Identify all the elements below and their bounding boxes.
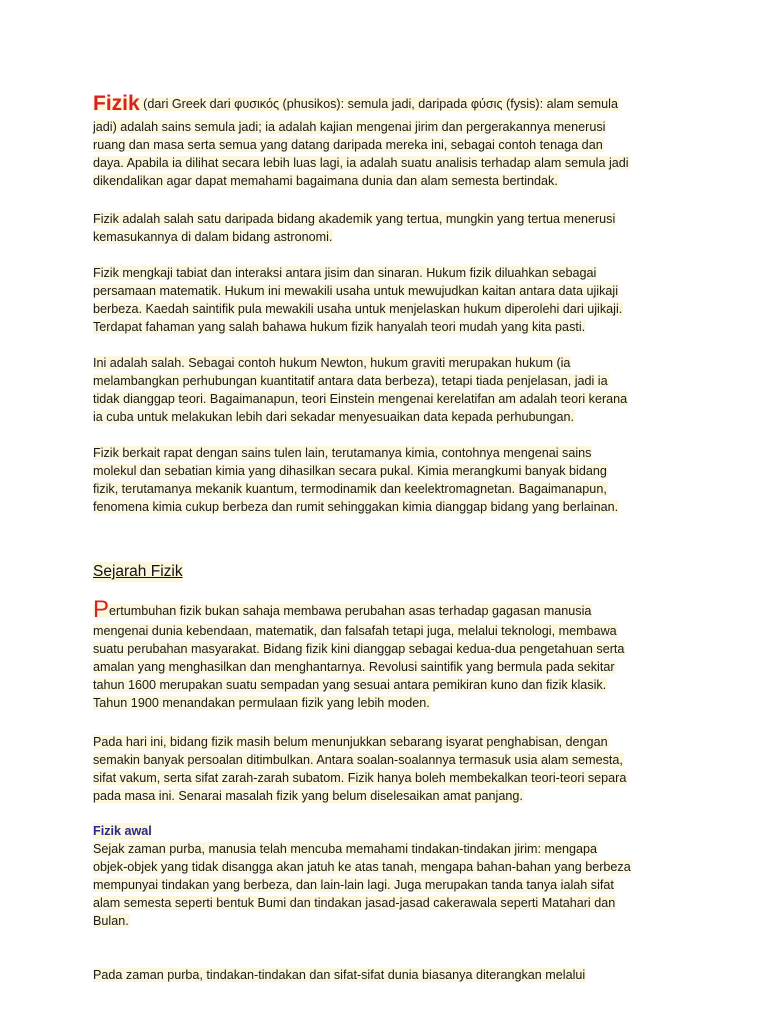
paragraph-line: persamaan matematik. Hukum ini mewakili usaha untuk mewujudkan kaitan antara data ujikaji [93, 284, 619, 298]
section-paragraph-2 [93, 733, 693, 805]
intro-line: ruang dan masa serta semua yang datang daripada mereka ini, sebagai contoh tenaga dan [93, 138, 603, 152]
paragraph-line: fizik, terutamanya mekanik kuantum, termodinamik dan keelektromagnetan. Bagaimanapun, [93, 482, 607, 496]
paragraph-line: semakin banyak persoalan ditimbulkan. Antara soalan-soalannya termasuk usia alam semesta, [93, 753, 623, 767]
paragraph-line: suatu perubahan masyarakat. Bidang fizik kini dianggap sebagai kedua-dua pengetahuan serta [93, 642, 625, 656]
paragraph-line: objek-objek yang tidak disangga akan jatuh ke atas tanah, mengapa bahan-bahan yang berbeza [93, 860, 631, 874]
page-title: Fizik [93, 92, 140, 115]
intro-line: dikendalikan agar dapat memahami bagaimana dunia dan alam semesta bertindak. [93, 174, 558, 188]
paragraph-line: Terdapat fahaman yang salah bahawa hukum fizik hanyalah teori mudah yang kita pasti. [93, 320, 586, 334]
subsection-paragraph [93, 840, 693, 930]
paragraph-2 [93, 210, 693, 246]
drop-cap: P [93, 596, 110, 623]
paragraph-line: Pada zaman purba, tindakan-tindakan dan sifat-sifat dunia biasanya diterangkan melalui [93, 968, 586, 982]
paragraph-line: mengenai dunia kebendaan, matematik, dan falsafah tetapi juga, melalui teknologi, membawa [93, 624, 617, 638]
paragraph-line: Fizik mengkaji tabiat dan interaksi antara jisim dan sinaran. Hukum fizik diluahkan sebagai [93, 266, 597, 280]
paragraph-line: Sejak zaman purba, manusia telah mencuba memahami tindakan-tindakan jirim: mengapa [93, 842, 598, 856]
paragraph-line: Fizik adalah salah satu daripada bidang akademik yang tertua, mungkin yang tertua menerusi [93, 212, 616, 226]
paragraph-line: Fizik berkait rapat dengan sains tulen lain, terutamanya kimia, contohnya mengenai sains [93, 446, 592, 460]
paragraph-line: Tahun 1900 menandakan permulaan fizik yang lebih moden. [93, 696, 430, 710]
section-first-line: ertumbuhan fizik bukan sahaja membawa perubahan asas terhadap gagasan manusia [109, 604, 592, 618]
intro-line: jadi) adalah sains semula jadi; ia adalah kajian mengenai jirim dan pergerakannya menerusi [93, 120, 606, 134]
paragraph-line: Bulan. [93, 914, 129, 928]
paragraph-line: fenomena kimia cukup berbeza dan rumit sehinggakan kimia dianggap bidang yang berlainan. [93, 500, 619, 514]
intro-first-line: (dari Greek dari φυσικός (phusikos): semula jadi, daripada φύσις (fysis): alam semula [139, 97, 618, 111]
subsection-heading: Fizik awal [93, 824, 152, 838]
paragraph-line: alam semesta seperti bentuk Bumi dan tindakan jasad-jasad cakerawala seperti Matahari dan [93, 896, 616, 910]
paragraph-line: berbeza. Kaedah saintifik pula mewakili usaha untuk menjelaskan hukum diperolehi dari ujikaji. [93, 302, 623, 316]
paragraph-line: pada masa ini. Senarai masalah fizik yang belum diselesaikan amat panjang. [93, 789, 523, 803]
paragraph-line: molekul dan sebatian kimia yang dihasilkan secara pukal. Kimia merangkumi banyak bidang [93, 464, 607, 478]
section-paragraph-1 [93, 598, 693, 712]
paragraph-line: amalan yang menghasilkan dan menghantarnya. Revolusi saintifik yang bermula pada sekitar [93, 660, 615, 674]
paragraph-3 [93, 264, 693, 336]
paragraph-line: melambangkan perhubungan kuantitatif antara data berbeza), tetapi tiada penjelasan, jadi ia [93, 374, 608, 388]
paragraph-line: mempunyai tindakan yang berbeza, dan lain-lain lagi. Juga merupakan tanda tanya ialah sifat [93, 878, 614, 892]
intro-paragraph [93, 92, 693, 190]
paragraph-4 [93, 354, 693, 426]
paragraph-line: ia cuba untuk melakukan lebih dari sekadar menyesuaikan data kepada perhubungan. [93, 410, 574, 424]
paragraph-5 [93, 444, 693, 516]
final-paragraph [93, 966, 693, 984]
intro-line: daya. Apabila ia dilihat secara lebih luas lagi, ia adalah suatu analisis terhadap alam semula jadi [93, 156, 629, 170]
paragraph-line: Ini adalah salah. Sebagai contoh hukum Newton, hukum graviti merupakan hukum (ia [93, 356, 571, 370]
paragraph-line: kemasukannya di dalam bidang astronomi. [93, 230, 333, 244]
paragraph-line: sifat vakum, serta sifat zarah-zarah subatom. Fizik hanya boleh membekalkan teori-teori separa [93, 771, 627, 785]
paragraph-line: Pada hari ini, bidang fizik masih belum menunjukkan sebarang isyarat penghabisan, dengan [93, 735, 608, 749]
section-heading: Sejarah Fizik [93, 563, 183, 580]
paragraph-line: tidak dianggap teori. Bagaimanapun, teori Einstein mengenai kerelatifan am adalah teori kerana [93, 392, 628, 406]
paragraph-line: tahun 1600 merupakan suatu sempadan yang sesuai antara pemikiran kuno dan fizik klasik. [93, 678, 607, 692]
